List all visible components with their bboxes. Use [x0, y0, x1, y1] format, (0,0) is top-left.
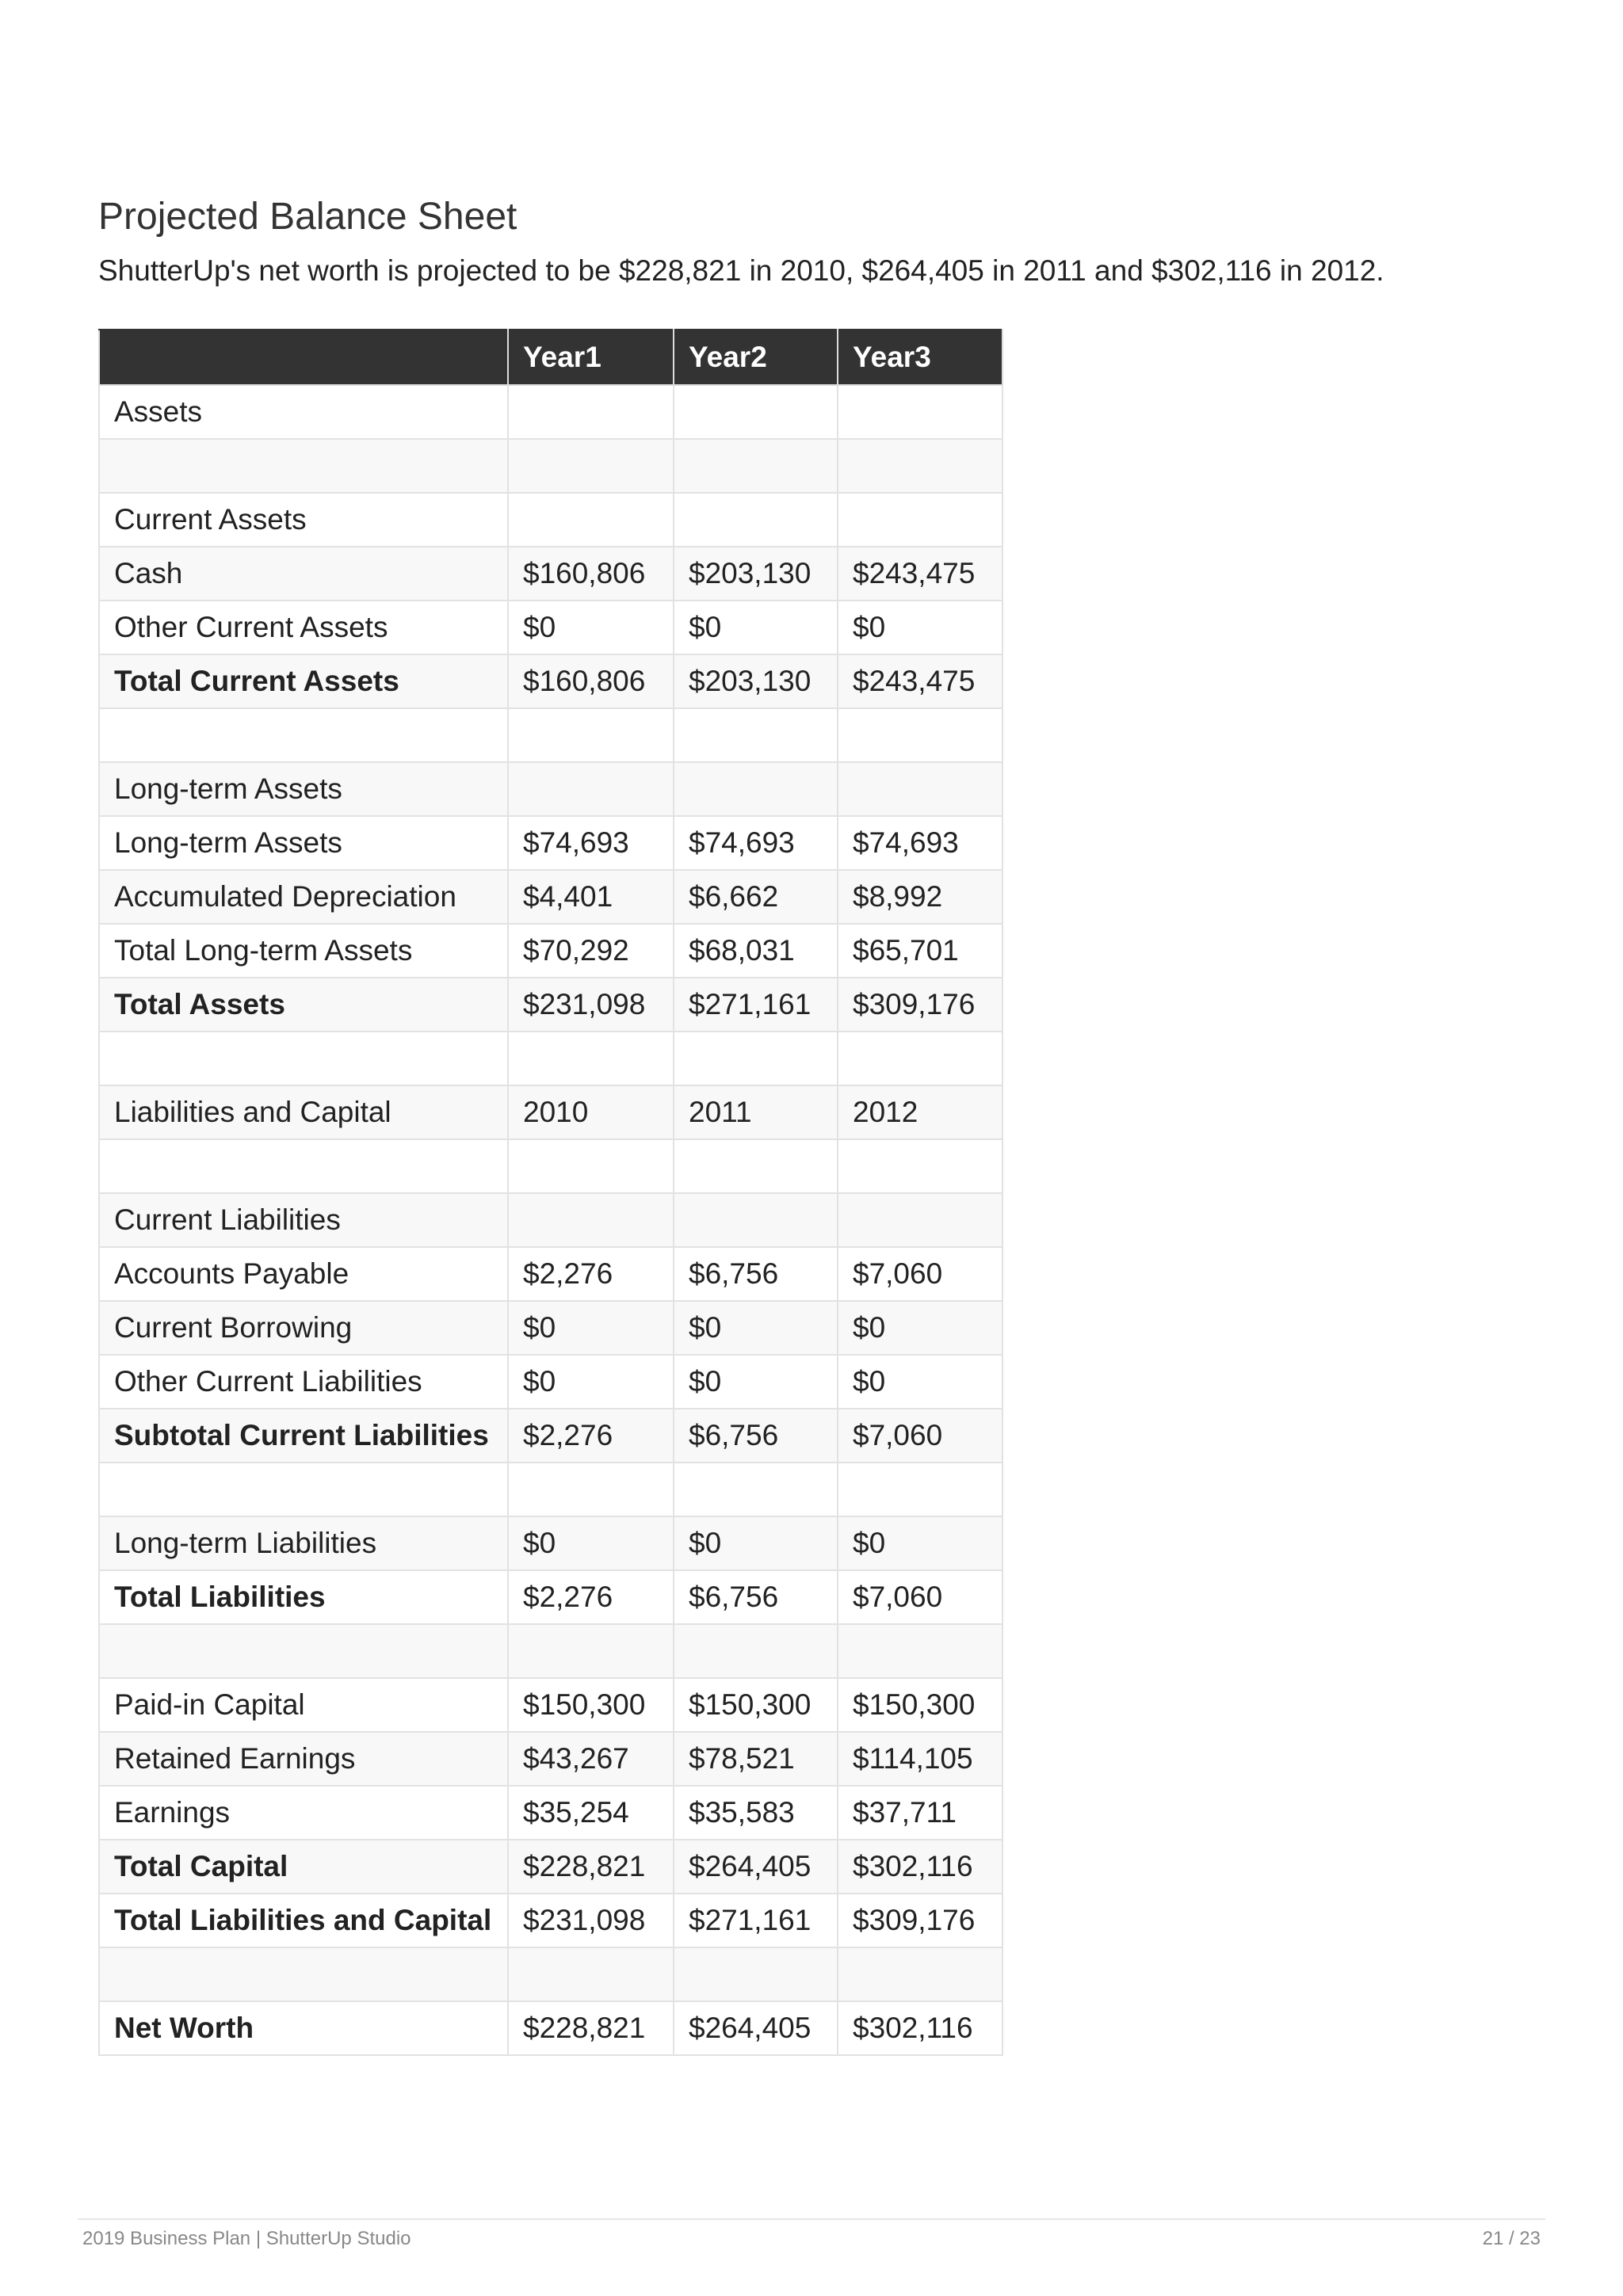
header-cell-label	[99, 330, 508, 385]
table-header-row	[99, 330, 1002, 385]
table-row	[99, 708, 1002, 762]
row-label: Current Assets	[99, 493, 508, 547]
table-row	[99, 816, 1002, 870]
row-value-year2: $203,130	[674, 547, 838, 601]
table-row	[99, 1355, 1002, 1409]
row-label	[99, 1463, 508, 1516]
row-label: Cash	[99, 547, 508, 601]
table-row	[99, 1247, 1002, 1301]
row-label: Total Capital	[99, 1840, 508, 1894]
row-label	[99, 1624, 508, 1678]
row-value-year3: $114,105	[838, 1732, 1002, 1786]
table-row	[99, 1894, 1002, 1947]
row-value-year2	[674, 762, 838, 816]
row-value-year2	[674, 1624, 838, 1678]
row-value-year2	[674, 1947, 838, 2001]
row-label: Other Current Liabilities	[99, 1355, 508, 1409]
row-value-year2	[674, 1463, 838, 1516]
table-row	[99, 1732, 1002, 1786]
row-value-year3: $7,060	[838, 1409, 1002, 1463]
row-value-year3: $302,116	[838, 1840, 1002, 1894]
row-value-year3: $150,300	[838, 1678, 1002, 1732]
row-label: Long-term Assets	[99, 816, 508, 870]
balance-sheet-table	[98, 329, 1003, 2056]
row-label: Assets	[99, 385, 508, 439]
row-label: Long-term Liabilities	[99, 1516, 508, 1570]
row-value-year3	[838, 762, 1002, 816]
row-value-year1	[508, 1139, 674, 1193]
row-label: Subtotal Current Liabilities	[99, 1409, 508, 1463]
row-value-year1: $0	[508, 601, 674, 654]
row-value-year1	[508, 1947, 674, 2001]
row-value-year3	[838, 1624, 1002, 1678]
row-value-year3: 2012	[838, 1085, 1002, 1139]
row-value-year1	[508, 1624, 674, 1678]
row-value-year3	[838, 1193, 1002, 1247]
row-value-year3	[838, 385, 1002, 439]
row-value-year2: 2011	[674, 1085, 838, 1139]
row-label: Retained Earnings	[99, 1732, 508, 1786]
row-value-year1	[508, 439, 674, 493]
row-value-year2: $203,130	[674, 654, 838, 708]
table-body	[99, 385, 1002, 2055]
row-value-year1	[508, 1193, 674, 1247]
row-value-year2: $0	[674, 1355, 838, 1409]
table-row	[99, 1301, 1002, 1355]
row-value-year1: $228,821	[508, 2001, 674, 2055]
row-value-year2: $0	[674, 1516, 838, 1570]
row-value-year3	[838, 493, 1002, 547]
row-value-year3: $8,992	[838, 870, 1002, 924]
table-row	[99, 1947, 1002, 2001]
table-row	[99, 978, 1002, 1032]
row-value-year2	[674, 1193, 838, 1247]
row-value-year2: $264,405	[674, 2001, 838, 2055]
row-value-year2: $74,693	[674, 816, 838, 870]
row-value-year2	[674, 493, 838, 547]
row-value-year3	[838, 1139, 1002, 1193]
row-value-year1: $231,098	[508, 978, 674, 1032]
row-value-year1: $4,401	[508, 870, 674, 924]
row-value-year1: $228,821	[508, 1840, 674, 1894]
row-value-year2	[674, 385, 838, 439]
row-value-year2: $6,662	[674, 870, 838, 924]
row-label	[99, 439, 508, 493]
row-value-year3: $74,693	[838, 816, 1002, 870]
table-row	[99, 1139, 1002, 1193]
row-label: Accounts Payable	[99, 1247, 508, 1301]
footer-document-title: 2019 Business Plan | ShutterUp Studio	[82, 2228, 411, 2249]
row-value-year1: $160,806	[508, 654, 674, 708]
page-title: Projected Balance Sheet	[98, 196, 517, 238]
row-label: Net Worth	[99, 2001, 508, 2055]
row-value-year1: $2,276	[508, 1247, 674, 1301]
row-label	[99, 1139, 508, 1193]
row-value-year2: $0	[674, 1301, 838, 1355]
row-value-year3: $0	[838, 1301, 1002, 1355]
row-value-year3	[838, 1463, 1002, 1516]
table-row	[99, 601, 1002, 654]
footer-page-number: 21 / 23	[1482, 2228, 1541, 2249]
row-value-year3: $0	[838, 1516, 1002, 1570]
row-value-year2: $78,521	[674, 1732, 838, 1786]
row-value-year1: $160,806	[508, 547, 674, 601]
row-label: Other Current Assets	[99, 601, 508, 654]
row-value-year3: $309,176	[838, 1894, 1002, 1947]
row-value-year3: $243,475	[838, 654, 1002, 708]
table-row	[99, 1678, 1002, 1732]
row-value-year1: $231,098	[508, 1894, 674, 1947]
table-row	[99, 385, 1002, 439]
table-row	[99, 493, 1002, 547]
table-row	[99, 1193, 1002, 1247]
row-value-year2: $6,756	[674, 1247, 838, 1301]
table-row	[99, 1085, 1002, 1139]
row-value-year1: $2,276	[508, 1570, 674, 1624]
row-value-year3: $7,060	[838, 1570, 1002, 1624]
row-value-year2: $271,161	[674, 1894, 838, 1947]
row-value-year1	[508, 708, 674, 762]
header-cell-year1: Year1	[508, 330, 674, 385]
row-label: Current Liabilities	[99, 1193, 508, 1247]
row-label: Earnings	[99, 1786, 508, 1840]
row-label	[99, 708, 508, 762]
row-value-year3	[838, 1032, 1002, 1085]
table-row	[99, 1840, 1002, 1894]
row-label: Current Borrowing	[99, 1301, 508, 1355]
row-label: Liabilities and Capital	[99, 1085, 508, 1139]
row-value-year1: $43,267	[508, 1732, 674, 1786]
row-value-year2: $150,300	[674, 1678, 838, 1732]
table-row	[99, 1516, 1002, 1570]
row-value-year1: $70,292	[508, 924, 674, 978]
row-value-year3: $243,475	[838, 547, 1002, 601]
row-value-year2: $35,583	[674, 1786, 838, 1840]
table-row	[99, 870, 1002, 924]
header-cell-year3: Year3	[838, 330, 1002, 385]
row-value-year2: $264,405	[674, 1840, 838, 1894]
row-label	[99, 1947, 508, 2001]
row-label: Long-term Assets	[99, 762, 508, 816]
row-value-year3: $0	[838, 1355, 1002, 1409]
row-value-year2: $68,031	[674, 924, 838, 978]
row-value-year3	[838, 1947, 1002, 2001]
row-label: Accumulated Depreciation	[99, 870, 508, 924]
row-value-year3: $0	[838, 601, 1002, 654]
row-value-year2	[674, 1032, 838, 1085]
table-row	[99, 924, 1002, 978]
table-row	[99, 1624, 1002, 1678]
row-value-year2	[674, 1139, 838, 1193]
row-value-year1: $0	[508, 1516, 674, 1570]
row-label: Total Liabilities	[99, 1570, 508, 1624]
row-value-year1	[508, 493, 674, 547]
row-value-year2: $6,756	[674, 1570, 838, 1624]
row-value-year1	[508, 1463, 674, 1516]
row-label	[99, 1032, 508, 1085]
row-label: Total Current Assets	[99, 654, 508, 708]
table-row	[99, 1463, 1002, 1516]
table-row	[99, 2001, 1002, 2055]
row-value-year3: $37,711	[838, 1786, 1002, 1840]
table-row	[99, 654, 1002, 708]
row-value-year2	[674, 439, 838, 493]
table-row	[99, 1786, 1002, 1840]
row-value-year1: 2010	[508, 1085, 674, 1139]
row-value-year1: $35,254	[508, 1786, 674, 1840]
row-value-year3: $309,176	[838, 978, 1002, 1032]
table-row	[99, 1032, 1002, 1085]
table-row	[99, 547, 1002, 601]
row-value-year1: $150,300	[508, 1678, 674, 1732]
row-label: Total Liabilities and Capital	[99, 1894, 508, 1947]
row-value-year1: $74,693	[508, 816, 674, 870]
row-label: Total Assets	[99, 978, 508, 1032]
row-value-year2	[674, 708, 838, 762]
row-value-year2: $0	[674, 601, 838, 654]
row-label: Total Long-term Assets	[99, 924, 508, 978]
header-cell-year2: Year2	[674, 330, 838, 385]
row-value-year3: $302,116	[838, 2001, 1002, 2055]
row-value-year1: $0	[508, 1355, 674, 1409]
footer-divider	[78, 2218, 1545, 2220]
row-value-year1: $0	[508, 1301, 674, 1355]
row-value-year3	[838, 708, 1002, 762]
table-row	[99, 762, 1002, 816]
row-value-year1	[508, 385, 674, 439]
table-row	[99, 1409, 1002, 1463]
row-value-year2: $271,161	[674, 978, 838, 1032]
row-value-year1: $2,276	[508, 1409, 674, 1463]
table-row	[99, 1570, 1002, 1624]
row-value-year1	[508, 762, 674, 816]
row-value-year3	[838, 439, 1002, 493]
table-row	[99, 439, 1002, 493]
page-subtitle: ShutterUp's net worth is projected to be $228,821 in 2010, $264,405 in 2011 and $302,116 in 2012.	[98, 254, 1384, 287]
row-value-year1	[508, 1032, 674, 1085]
row-label: Paid-in Capital	[99, 1678, 508, 1732]
row-value-year3: $65,701	[838, 924, 1002, 978]
row-value-year2: $6,756	[674, 1409, 838, 1463]
row-value-year3: $7,060	[838, 1247, 1002, 1301]
